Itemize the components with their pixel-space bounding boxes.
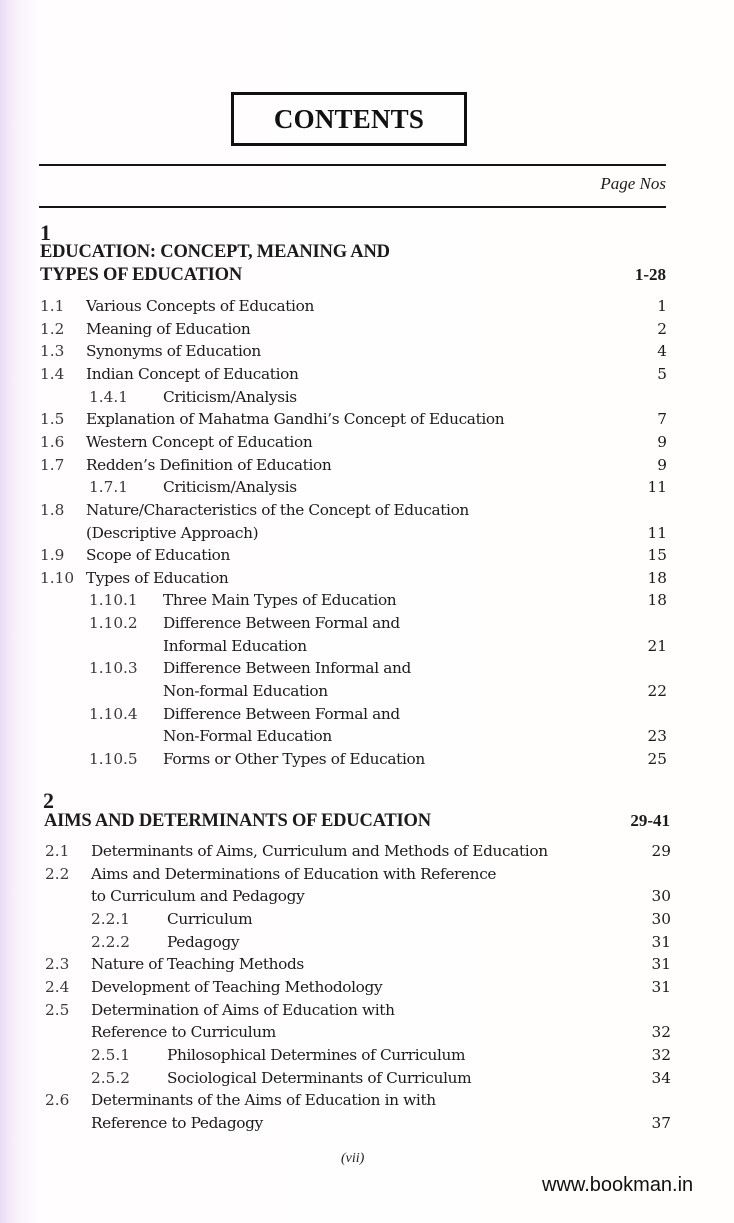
section-number: 2.6 xyxy=(45,1091,70,1110)
page-number: 9 xyxy=(657,432,667,451)
section-title: Criticism/Analysis xyxy=(163,478,297,497)
page-number: 18 xyxy=(647,568,667,587)
toc-entry-row xyxy=(0,976,734,998)
page-number: 5 xyxy=(657,364,667,383)
section-number: 2.5.2 xyxy=(91,1068,130,1087)
top-rule xyxy=(39,164,666,166)
section-title: Meaning of Education xyxy=(86,319,251,338)
page-nos-header: Page Nos xyxy=(600,174,666,193)
section-number: 2.1 xyxy=(45,842,70,860)
page-number: 23 xyxy=(647,727,667,746)
toc-entry-row xyxy=(0,1021,734,1043)
page-number: 31 xyxy=(651,977,671,996)
toc-entry-row xyxy=(0,1089,734,1111)
toc-entry-row xyxy=(0,476,734,498)
header-bottom-rule xyxy=(39,206,666,208)
page-number: 29 xyxy=(651,842,671,860)
toc-entry-row xyxy=(0,931,734,953)
section-number: 2.4 xyxy=(45,977,70,996)
chapter-2-number: 2 xyxy=(43,788,54,813)
page-number: 21 xyxy=(647,636,667,655)
toc-entry-row xyxy=(0,363,734,385)
contents-title-box xyxy=(231,92,467,146)
section-title: Indian Concept of Education xyxy=(86,364,299,383)
page-number: 32 xyxy=(651,1045,671,1064)
toc-entry-row xyxy=(0,612,734,634)
section-number: 2.5 xyxy=(45,1000,70,1019)
section-number: 1.9 xyxy=(40,546,65,565)
toc-entry-row xyxy=(0,908,734,930)
toc-entry-row xyxy=(0,703,734,725)
section-number: 1.10.2 xyxy=(89,614,138,633)
chapter-1-title-line-1: EDUCATION: CONCEPT, MEANING AND xyxy=(40,242,390,262)
toc-entry-row xyxy=(0,544,734,566)
section-title: Nature/Characteristics of the Concept of Education xyxy=(86,500,469,519)
toc-entry-row xyxy=(0,431,734,453)
section-number: 1.7.1 xyxy=(89,478,128,497)
page-title: CONTENTS xyxy=(273,103,425,134)
section-title: Three Main Types of Education xyxy=(163,591,397,610)
toc-entry-row xyxy=(0,863,734,885)
toc-entry-row xyxy=(0,454,734,476)
page-number: 37 xyxy=(651,1113,671,1132)
page-number: 9 xyxy=(657,455,667,474)
section-title: Informal Education xyxy=(163,636,307,655)
website-watermark: www.bookman.in xyxy=(542,1174,694,1196)
toc-entry-row xyxy=(0,499,734,521)
section-title: Pedagogy xyxy=(167,932,240,951)
section-title: Forms or Other Types of Education xyxy=(163,750,425,768)
section-title: Curriculum xyxy=(167,909,253,928)
section-title: Reference to Pedagogy xyxy=(91,1113,263,1132)
section-title: Philosophical Determines of Curriculum xyxy=(167,1045,466,1064)
section-title: Determinants of the Aims of Education in with xyxy=(91,1091,436,1110)
section-title: Western Concept of Education xyxy=(86,432,313,451)
toc-entry-row xyxy=(0,725,734,747)
section-number: 1.10.4 xyxy=(89,704,138,723)
chapter-2-page-range: 29-41 xyxy=(630,811,670,830)
section-title: Sociological Determinants of Curriculum xyxy=(167,1068,472,1087)
toc-entry-row xyxy=(0,657,734,679)
page-number: 34 xyxy=(651,1068,671,1087)
toc-entry-row xyxy=(0,1044,734,1066)
section-number: 1.10.5 xyxy=(89,750,138,768)
toc-entry-row xyxy=(0,840,734,862)
section-title: Determinants of Aims, Curriculum and Methods of Education xyxy=(91,842,548,860)
section-title: Development of Teaching Methodology xyxy=(91,977,383,996)
section-title: Difference Between Formal and xyxy=(163,704,400,723)
section-title: to Curriculum and Pedagogy xyxy=(91,887,305,906)
page-number: 25 xyxy=(647,750,667,768)
section-title: Difference Between Formal and xyxy=(163,614,400,633)
section-title: Criticism/Analysis xyxy=(163,387,297,406)
toc-entry-row xyxy=(0,522,734,544)
page-number: 1 xyxy=(657,297,667,315)
toc-entry-row xyxy=(0,953,734,975)
section-number: 1.8 xyxy=(40,500,65,519)
page-number: 11 xyxy=(647,523,667,542)
section-number: 1.4 xyxy=(40,364,65,383)
section-number: 1.2 xyxy=(40,319,65,338)
toc-entry-row xyxy=(0,635,734,657)
section-number: 1.10.1 xyxy=(89,591,138,610)
section-number: 1.3 xyxy=(40,342,65,361)
toc-entry-row xyxy=(0,1067,734,1089)
section-title: (Descriptive Approach) xyxy=(86,523,259,542)
section-number: 2.2.1 xyxy=(91,909,130,928)
toc-entry-row xyxy=(0,408,734,430)
section-title: Non-formal Education xyxy=(163,682,328,701)
toc-entry-row xyxy=(0,386,734,408)
chapter-1-title-line-2: TYPES OF EDUCATION xyxy=(40,265,242,285)
chapter-1-number: 1 xyxy=(40,220,51,245)
page-number: 31 xyxy=(651,955,671,974)
section-number: 2.5.1 xyxy=(91,1045,130,1064)
section-number: 1.6 xyxy=(40,432,65,451)
section-title: Various Concepts of Education xyxy=(86,297,314,315)
page-number: 30 xyxy=(651,909,671,928)
page-number: 15 xyxy=(647,546,667,565)
toc-entry-row xyxy=(0,589,734,611)
footer-page-number: (vii) xyxy=(341,1151,365,1166)
section-title: Determination of Aims of Education with xyxy=(91,1000,395,1019)
page-number: 30 xyxy=(651,887,671,906)
page-number: 7 xyxy=(657,410,667,429)
section-number: 1.10.3 xyxy=(89,659,138,678)
page-number: 2 xyxy=(657,319,667,338)
section-number: 1.4.1 xyxy=(89,387,128,406)
section-title: Non-Formal Education xyxy=(163,727,332,746)
page-number: 18 xyxy=(647,591,667,610)
section-title: Types of Education xyxy=(86,568,229,587)
section-title: Explanation of Mahatma Gandhi’s Concept of Education xyxy=(86,410,505,429)
toc-entry-row xyxy=(0,680,734,702)
page-number: 32 xyxy=(651,1023,671,1042)
section-title: Difference Between Informal and xyxy=(163,659,411,678)
section-number: 1.1 xyxy=(40,297,65,315)
section-title: Redden’s Definition of Education xyxy=(86,455,332,474)
page-number: 4 xyxy=(657,342,667,361)
section-title: Synonyms of Education xyxy=(86,342,261,361)
toc-entry-row xyxy=(0,340,734,362)
section-number: 1.7 xyxy=(40,455,65,474)
section-title: Nature of Teaching Methods xyxy=(91,955,304,974)
section-number: 1.10 xyxy=(40,568,75,587)
toc-entry-row xyxy=(0,885,734,907)
toc-entry-row xyxy=(0,1112,734,1134)
page-number: 11 xyxy=(647,478,667,497)
toc-entry-row xyxy=(0,295,734,317)
toc-entry-row xyxy=(0,748,734,770)
page-number: 31 xyxy=(651,932,671,951)
toc-entry-row xyxy=(0,318,734,340)
chapter-1-page-range: 1-28 xyxy=(634,265,666,284)
section-number: 1.5 xyxy=(40,410,65,429)
section-number: 2.3 xyxy=(45,955,70,974)
page-number: 22 xyxy=(647,682,667,701)
section-title: Reference to Curriculum xyxy=(91,1023,276,1042)
section-number: 2.2 xyxy=(45,864,70,883)
section-number: 2.2.2 xyxy=(91,932,130,951)
toc-entry-row xyxy=(0,999,734,1021)
section-title: Scope of Education xyxy=(86,546,230,565)
toc-entry-row xyxy=(0,567,734,589)
section-title: Aims and Determinations of Education with Reference xyxy=(91,864,497,883)
chapter-2-title: AIMS AND DETERMINANTS OF EDUCATION xyxy=(44,811,431,831)
